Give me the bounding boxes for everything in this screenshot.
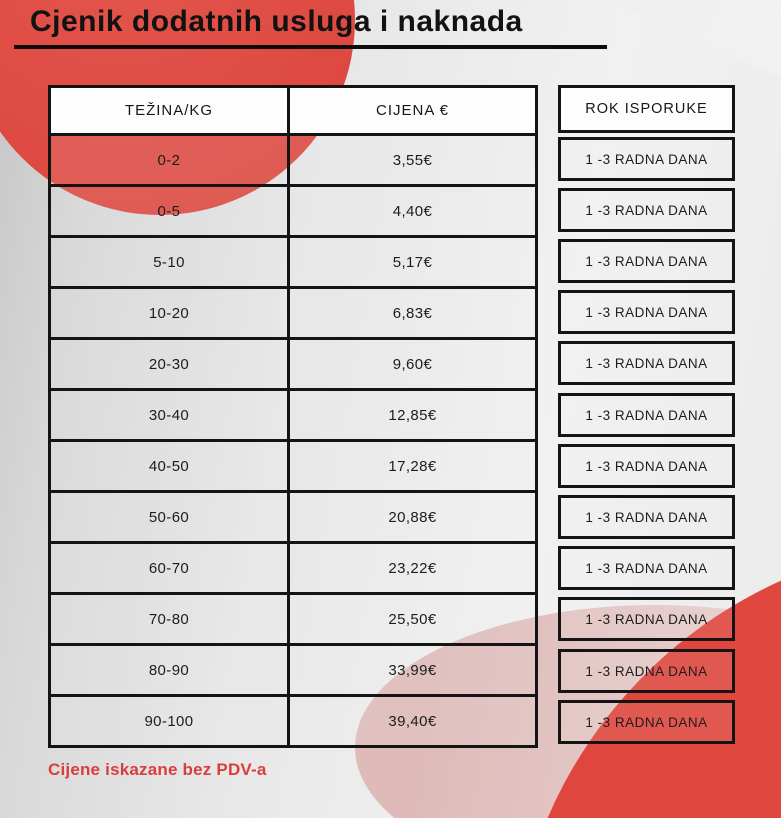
price-cell: 33,99€	[289, 645, 537, 696]
table-row	[50, 696, 537, 747]
delivery-cell: 1 -3 RADNA DANA	[558, 700, 735, 744]
delivery-cell: 1 -3 RADNA DANA	[558, 495, 735, 539]
delivery-column	[558, 85, 735, 760]
delivery-cell: 1 -3 RADNA DANA	[558, 290, 735, 334]
weight-cell: 80-90	[50, 645, 289, 696]
title-underline	[14, 45, 607, 49]
price-cell: 6,83€	[289, 288, 537, 339]
vat-note: Cijene iskazane bez PDV-a	[48, 760, 267, 779]
delivery-cell: 1 -3 RADNA DANA	[558, 341, 735, 385]
delivery-cell: 1 -3 RADNA DANA	[558, 239, 735, 283]
weight-cell: 90-100	[50, 696, 289, 747]
price-cell: 20,88€	[289, 492, 537, 543]
delivery-cell: 1 -3 RADNA DANA	[558, 188, 735, 232]
table-row	[50, 288, 537, 339]
price-cell: 4,40€	[289, 186, 537, 237]
delivery-cell: 1 -3 RADNA DANA	[558, 649, 735, 693]
weight-cell: 0-2	[50, 135, 289, 186]
delivery-cell: 1 -3 RADNA DANA	[558, 444, 735, 488]
weight-cell: 60-70	[50, 543, 289, 594]
price-cell: 3,55€	[289, 135, 537, 186]
delivery-cell: 1 -3 RADNA DANA	[558, 393, 735, 437]
weight-cell: 20-30	[50, 339, 289, 390]
table-row	[50, 186, 537, 237]
page-title: Cjenik dodatnih usluga i naknada	[30, 5, 523, 38]
table-row	[50, 492, 537, 543]
pricing-table	[48, 85, 538, 748]
table-row	[50, 645, 537, 696]
column-header-delivery: ROK ISPORUKE	[558, 85, 735, 133]
table-row	[50, 237, 537, 288]
table-row	[50, 594, 537, 645]
table-header-row	[50, 87, 537, 135]
price-cell: 25,50€	[289, 594, 537, 645]
table-row	[50, 441, 537, 492]
table-row	[50, 339, 537, 390]
table-row	[50, 543, 537, 594]
table-row	[50, 390, 537, 441]
price-cell: 17,28€	[289, 441, 537, 492]
weight-cell: 5-10	[50, 237, 289, 288]
delivery-cell: 1 -3 RADNA DANA	[558, 137, 735, 181]
column-header-price: CIJENA €	[289, 87, 537, 135]
price-cell: 5,17€	[289, 237, 537, 288]
weight-cell: 70-80	[50, 594, 289, 645]
price-cell: 12,85€	[289, 390, 537, 441]
price-cell: 39,40€	[289, 696, 537, 747]
weight-cell: 0-5	[50, 186, 289, 237]
weight-cell: 30-40	[50, 390, 289, 441]
weight-cell: 10-20	[50, 288, 289, 339]
price-cell: 23,22€	[289, 543, 537, 594]
delivery-cell: 1 -3 RADNA DANA	[558, 597, 735, 641]
table-row	[50, 135, 537, 186]
price-cell: 9,60€	[289, 339, 537, 390]
weight-cell: 40-50	[50, 441, 289, 492]
column-header-weight: TEŽINA/KG	[50, 87, 289, 135]
delivery-cell: 1 -3 RADNA DANA	[558, 546, 735, 590]
weight-cell: 50-60	[50, 492, 289, 543]
